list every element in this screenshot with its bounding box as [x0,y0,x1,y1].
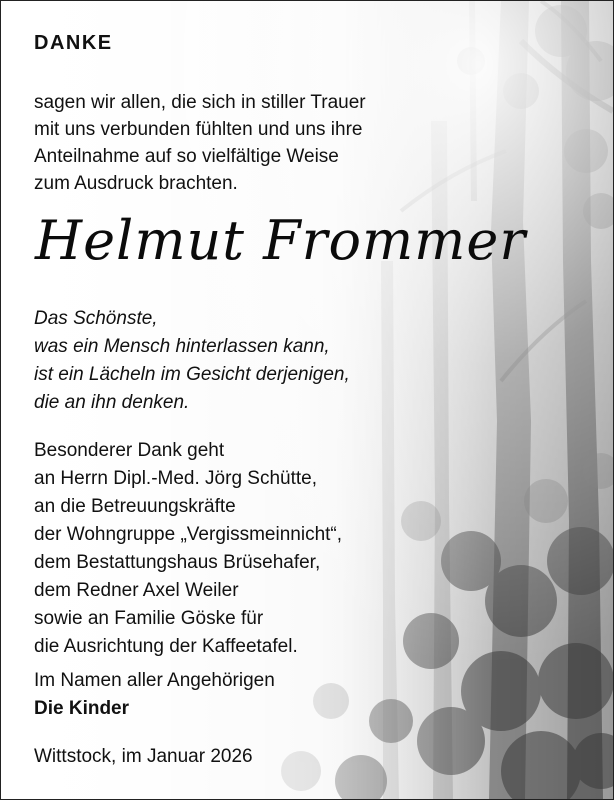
thanks-line: der Wohngruppe „Vergissmeinnicht“, [34,524,343,545]
quote-line: ist ein Lächeln im Gesicht derjenigen, [34,364,350,385]
thanks-line: sowie an Familie Göske für [34,608,264,629]
deceased-name: Helmut Frommer [35,209,527,272]
thanks-line: an Herrn Dipl.-Med. Jörg Schütte, [34,468,318,489]
intro-paragraph [34,89,366,197]
thanks-line: dem Bestattungshaus Brüsehafer, [34,552,321,573]
quote [34,305,350,417]
closing-line: Im Namen aller Angehörigen [34,670,275,691]
intro-line: sagen wir allen, die sich in stiller Trauer [34,92,366,113]
intro-line: Anteilnahme auf so vielfältige Weise [34,146,339,167]
quote-line: Das Schönste, [34,308,158,329]
quote-line: was ein Mensch hinterlassen kann, [34,336,330,357]
signer: Die Kinder [34,698,130,719]
thanks-line: die Ausrichtung der Kaffeetafel. [34,636,298,657]
heading: DANKE [34,32,113,54]
special-thanks [34,437,342,661]
intro-line: mit uns verbunden fühlten und uns ihre [34,119,363,140]
intro-line: zum Ausdruck brachten. [34,173,238,194]
place-date: Wittstock, im Januar 2026 [34,746,253,767]
thanks-line: Besonderer Dank geht [34,440,225,461]
thanks-line: dem Redner Axel Weiler [34,580,239,601]
closing [34,667,275,723]
quote-line: die an ihn denken. [34,392,190,413]
thanks-line: an die Betreuungskräfte [34,496,236,517]
notice-text [1,1,613,799]
